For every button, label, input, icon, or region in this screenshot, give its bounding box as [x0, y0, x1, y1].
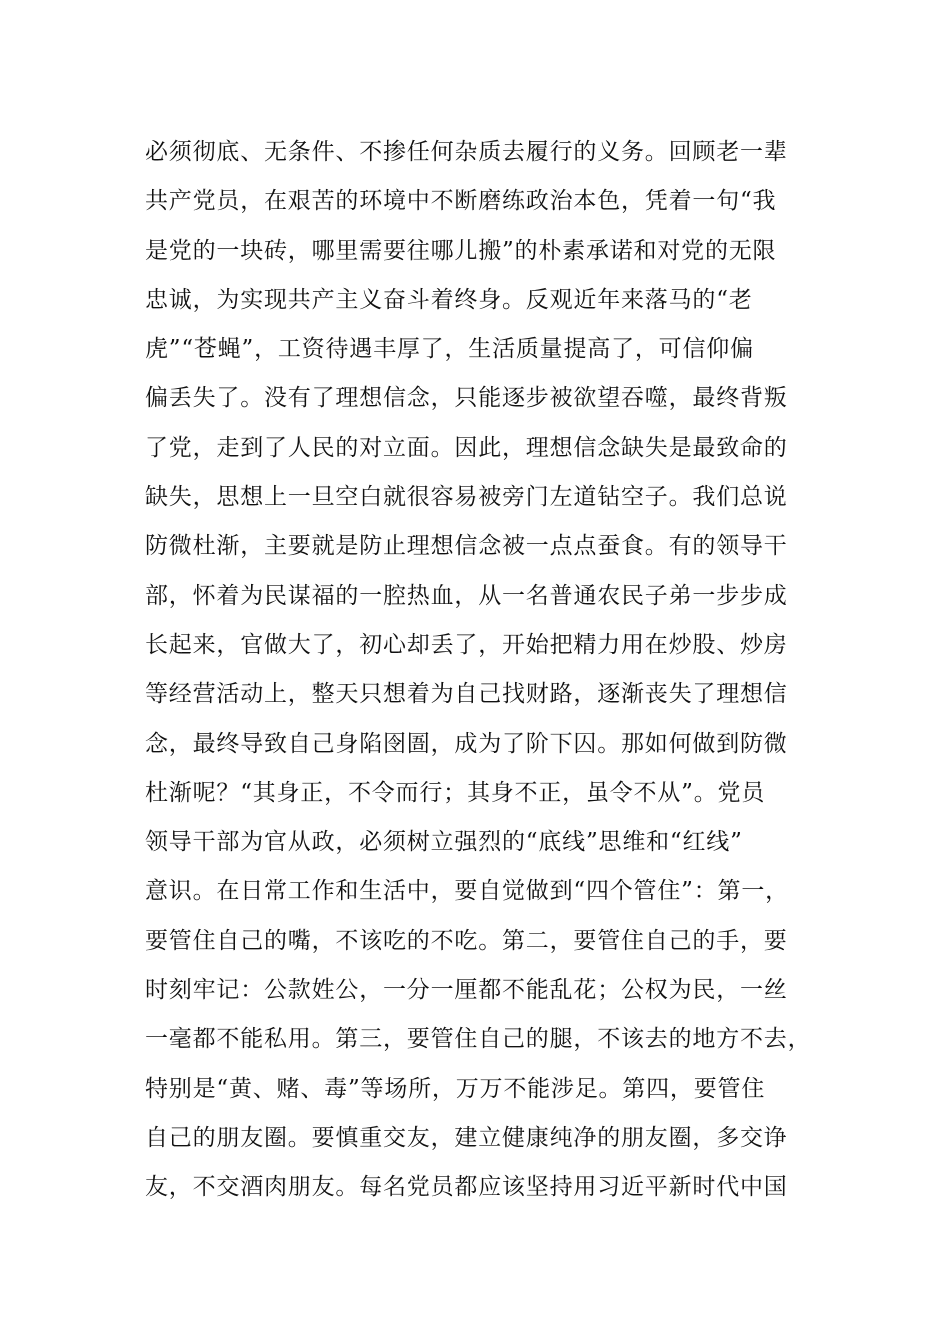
text-line: 防微杜渐，主要就是防止理想信念被一点点蚕食。有的领导干: [145, 533, 788, 560]
text-line: 缺失，思想上一旦空白就很容易被旁门左道钻空子。我们总说: [145, 484, 788, 511]
text-line: 领导干部为官从政，必须树立强烈的“底线”思维和“红线”: [145, 829, 743, 856]
text-line: 偏丢失了。没有了理想信念，只能逐步被欲望吞噬，最终背叛: [145, 385, 788, 412]
text-line: 自己的朋友圈。要慎重交友，建立健康纯净的朋友圈，多交诤: [145, 1124, 788, 1151]
text-line: 是党的一块砖，哪里需要往哪儿搬”的朴素承诺和对党的无限: [145, 237, 777, 264]
text-line: 忠诚，为实现共产主义奋斗着终身。反观近年来落马的“老: [145, 286, 753, 313]
text-line: 杜渐呢？“其身正，不令而行；其身不正，虽令不从”。党员: [145, 779, 766, 806]
text-line: 时刻牢记：公款姓公，一分一厘都不能乱花；公权为民，一丝: [145, 977, 788, 1004]
text-line: 部，怀着为民谋福的一腔热血，从一名普通农民子弟一步步成: [145, 582, 788, 609]
text-line: 必须彻底、无条件、不掺任何杂质去履行的义务。回顾老一辈: [145, 139, 788, 165]
text-line: 要管住自己的嘴，不该吃的不吃。第二，要管住自己的手，要: [145, 927, 788, 954]
text-line: 共产党员，在艰苦的环境中不断磨练政治本色，凭着一句“我: [145, 188, 777, 215]
text-line: 虎”“苍蝇”，工资待遇丰厚了，生活质量提高了，可信仰偏: [145, 336, 754, 363]
text-line: 念，最终导致自己身陷囹圄，成为了阶下囚。那如何做到防微: [145, 730, 788, 757]
text-line: 意识。在日常工作和生活中，要自觉做到“四个管住”：第一，: [145, 878, 789, 905]
text-line: 友，不交酒肉朋友。每名党员都应该坚持用习近平新时代中国: [145, 1174, 788, 1201]
text-line: 特别是“黄、赌、毒”等场所，万万不能涉足。第四，要管住: [145, 1075, 766, 1102]
text-line: 一毫都不能私用。第三，要管住自己的腿，不该去的地方不去，: [145, 1026, 812, 1053]
text-line: 等经营活动上，整天只想着为自己找财路，逐渐丧失了理想信: [145, 681, 788, 708]
text-line: 长起来，官做大了，初心却丢了，开始把精力用在炒股、炒房: [145, 631, 788, 658]
text-line: 了党，走到了人民的对立面。因此，理想信念缺失是最致命的: [145, 434, 788, 461]
body-text: [145, 128, 815, 1213]
